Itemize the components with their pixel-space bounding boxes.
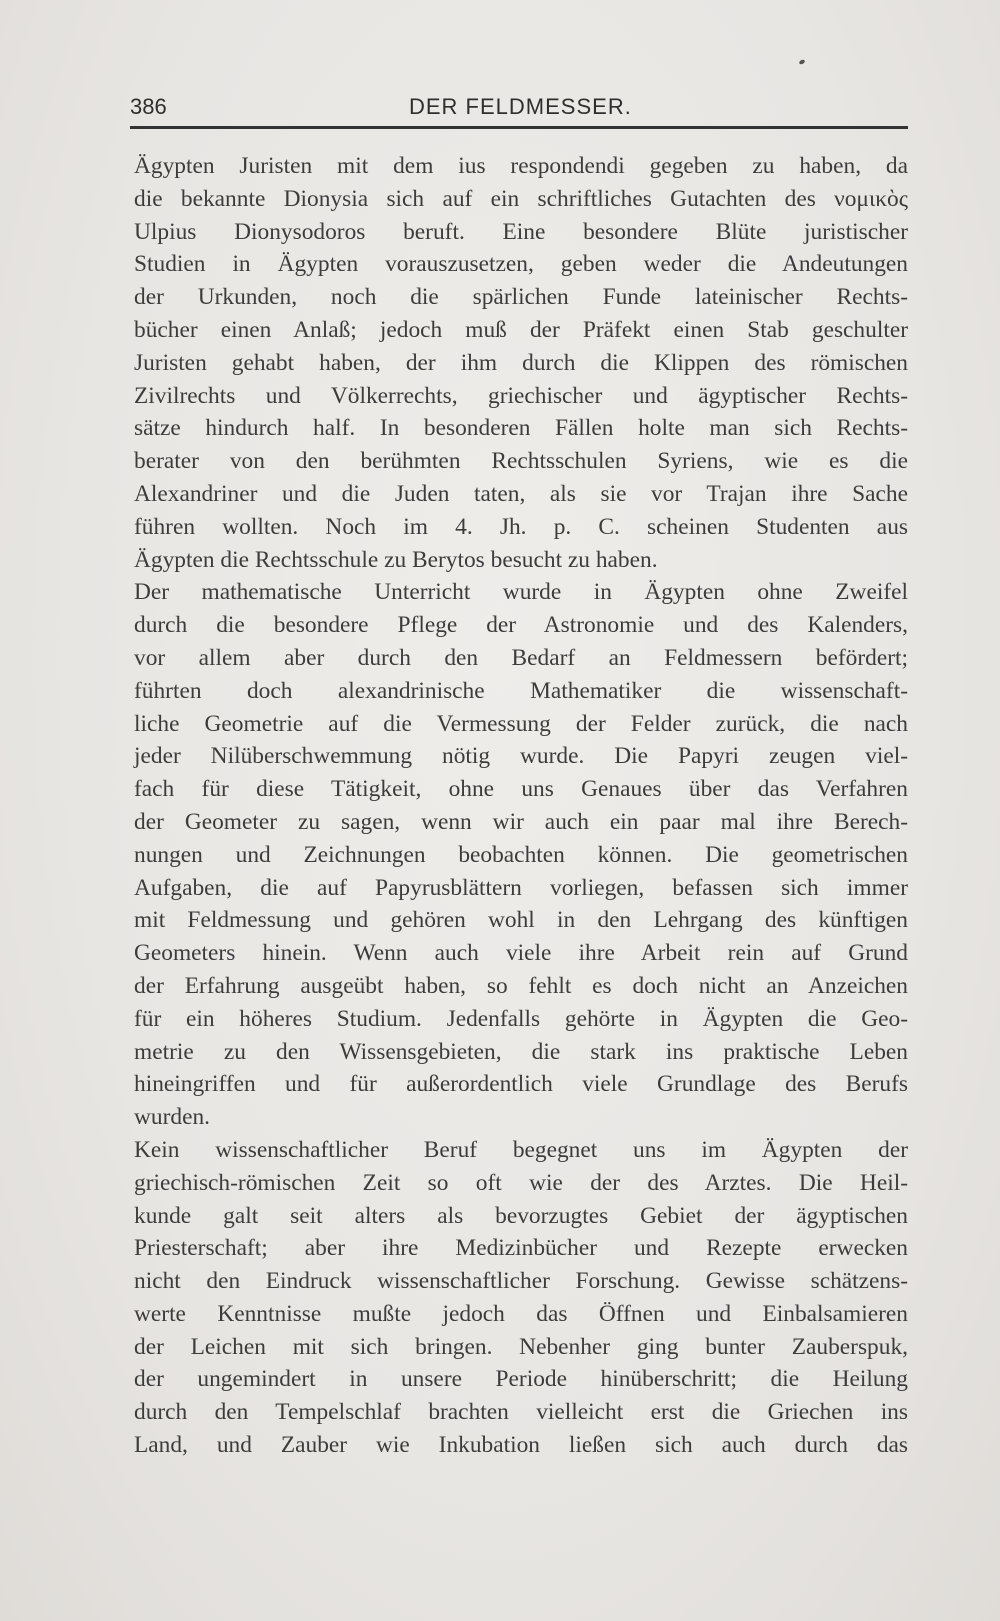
paragraph-end-line: wurden.	[134, 1104, 210, 1131]
text-line: der ungemindert in unsere Periode hinüberschritt; die Heilung	[134, 1366, 908, 1393]
text-line: berater von den berühmten Rechtsschulen Syriens, wie es die	[134, 448, 908, 475]
text-line: Ägypten Juristen mit dem ius respondendi gegeben zu haben, da	[134, 153, 908, 179]
text-line: durch die besondere Pflege der Astronomie und des Kalenders,	[134, 612, 908, 639]
text-line: Juristen gehabt haben, der ihm durch die Klippen des römischen	[134, 349, 908, 376]
text-line: metrie zu den Wissensgebieten, die stark ins praktische Leben	[134, 1038, 908, 1065]
text-line: für ein höheres Studium. Jedenfalls gehörte in Ägypten die Geo-	[134, 1005, 908, 1032]
text-line: führen wollten. Noch im 4. Jh. p. C. scheinen Studenten aus	[134, 513, 908, 540]
text-line: Priesterschaft; aber ihre Medizinbücher und Rezepte erwecken	[134, 1235, 908, 1262]
text-line: vor allem aber durch den Bedarf an Feldmessern befördert;	[134, 644, 908, 671]
text-line: hineingriffen und für außerordentlich viele Grundlage des Berufs	[134, 1071, 908, 1098]
page-header	[130, 92, 908, 128]
text-line: Geometers hinein. Wenn auch viele ihre Arbeit rein auf Grund	[134, 940, 908, 967]
print-speck	[798, 59, 805, 65]
text-line: kunde galt seit alters als bevorzugtes Gebiet der ägyptischen	[134, 1202, 908, 1229]
text-line: führten doch alexandrinische Mathematiker die wissenschaft-	[134, 677, 908, 704]
header-rule	[130, 126, 908, 129]
text-line: der Geometer zu sagen, wenn wir auch ein paar mal ihre Berech-	[134, 808, 908, 835]
text-line: Alexandriner und die Juden taten, als sie vor Trajan ihre Sache	[134, 480, 908, 507]
text-line: fach für diese Tätigkeit, ohne uns Genaues über das Verfahren	[134, 776, 908, 803]
text-line: der Urkunden, noch die spärlichen Funde lateinischer Rechts-	[134, 284, 908, 311]
text-line: die bekannte Dionysia sich auf ein schriftliches Gutachten des νομικὸς	[134, 185, 908, 212]
text-line: griechisch-römischen Zeit so oft wie der des Arztes. Die Heil-	[134, 1169, 908, 1196]
text-line: der Erfahrung ausgeübt haben, so fehlt es doch nicht an Anzeichen	[134, 972, 908, 999]
text-line: bücher einen Anlaß; jedoch muß der Präfekt einen Stab geschulter	[134, 316, 908, 343]
text-line: Studien in Ägypten vorauszusetzen, geben weder die Andeutungen	[134, 251, 908, 278]
text-line: liche Geometrie auf die Vermessung der Felder zurück, die nach	[134, 710, 908, 737]
text-line: jeder Nilüberschwemmung nötig wurde. Die Papyri zeugen viel-	[134, 743, 908, 770]
text-line: nicht den Eindruck wissenschaftlicher Forschung. Gewisse schätzens-	[134, 1268, 908, 1295]
text-line: Zivilrechts und Völkerrechts, griechischer und ägyptischer Rechts-	[134, 382, 908, 409]
text-line: nungen und Zeichnungen beobachten können. Die geometrischen	[134, 841, 908, 868]
text-line: Kein wissenschaftlicher Beruf begegnet uns im Ägypten der	[134, 1136, 908, 1163]
text-line: Aufgaben, die auf Papyrusblättern vorliegen, befassen sich immer	[134, 874, 908, 901]
text-line: sätze hindurch half. In besonderen Fällen holte man sich Rechts-	[134, 415, 908, 442]
body-text	[134, 150, 908, 1462]
page-number: 386	[130, 94, 167, 119]
running-title: DER FELDMESSER.	[409, 94, 632, 119]
text-line: mit Feldmessung und gehören wohl in den Lehrgang des künftigen	[134, 907, 908, 934]
text-line: durch den Tempelschlaf brachten vielleicht erst die Griechen ins	[134, 1399, 908, 1426]
text-line: Land, und Zauber wie Inkubation ließen sich auch durch das	[134, 1432, 908, 1459]
text-line: Ulpius Dionysodoros beruft. Eine besondere Blüte juristischer	[134, 218, 908, 245]
text-line: der Leichen mit sich bringen. Nebenher ging bunter Zauberspuk,	[134, 1333, 908, 1360]
paragraph-end-line: Ägypten die Rechtsschule zu Berytos besucht zu haben.	[134, 546, 658, 573]
text-line: Der mathematische Unterricht wurde in Ägypten ohne Zweifel	[134, 579, 908, 606]
text-line: werte Kenntnisse mußte jedoch das Öffnen und Einbalsamieren	[134, 1300, 908, 1327]
